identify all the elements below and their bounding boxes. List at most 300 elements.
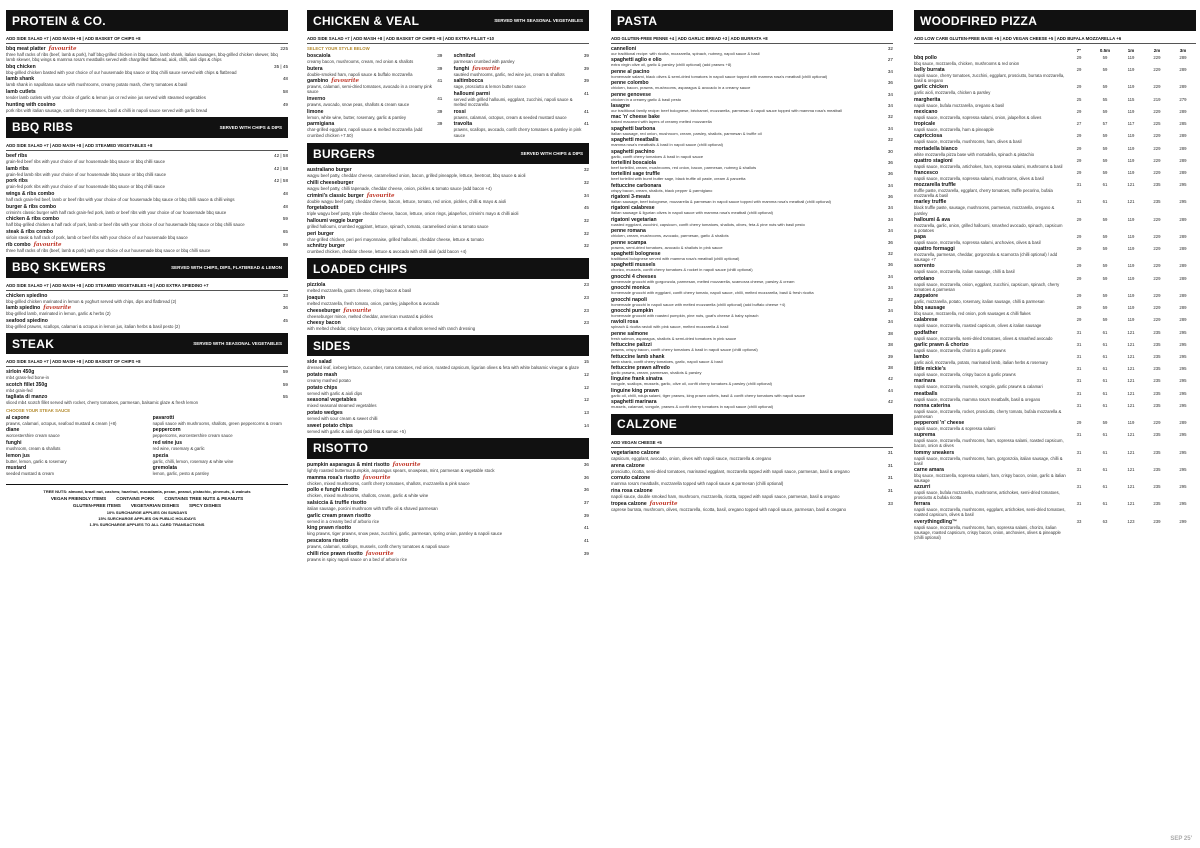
menu-item-name: arena calzone [611, 462, 645, 469]
menu-item-name: lamb shank [6, 76, 35, 83]
menu-item-text [6, 415, 116, 426]
pizza-price: 119 [1127, 233, 1135, 239]
menu-item-description: tender lamb cutlets with your choice of garlic & lemon jus or red wine jus served with steamed vegetables [6, 95, 206, 101]
pizza-item-text [914, 403, 1066, 419]
menu-item-description: double wagyu beef patty, cheddar cheese, bacon, lettuce, tomato, red onion, pickles, chilli & mayo & aioli [307, 198, 507, 204]
pizza-price: 121 [1127, 354, 1135, 359]
menu-item-text [153, 415, 282, 426]
pizza-price: 295 [1179, 378, 1187, 384]
pizza-description: napoli sauce, mozzarella, mushrooms, eggplant, artichokes, semi-dried tomatoes, roasted capsicum, olives & basil [914, 507, 1066, 518]
menu-item-name: pescatora risotto [307, 537, 349, 544]
pizza-price: 61 [1102, 432, 1108, 438]
menu-item-text [307, 121, 437, 137]
menu-item-price: 45 [583, 205, 589, 211]
section-note: SERVED WITH CHIPS & DIPS [520, 151, 583, 157]
menu-item [307, 538, 589, 549]
pizza-name: quattro stagioni [914, 157, 953, 164]
menu-item-description: homemade gnocchi with eggplant, confit cherry tomato, napoli sauce, chilli, melted mozzarella, basil & fresh ricotta [611, 290, 814, 296]
menu-item-text [454, 109, 567, 120]
menu-item-name: pavarotti [152, 414, 175, 421]
pizza-prices [1066, 217, 1196, 233]
pizza-name: lambo [914, 354, 930, 360]
favourite-badge: favourite [392, 461, 421, 468]
pizza-name: garlic prawn & chorizo [914, 341, 969, 348]
pizza-price: 59 [1102, 157, 1108, 163]
pizza-price: 61 [1102, 354, 1108, 359]
menu-item [611, 217, 893, 228]
style-list-right [454, 53, 589, 139]
section-header-calzone [611, 414, 893, 435]
menu-item-price: 48 [282, 76, 288, 82]
gluten-free-icon-label: GLUTEN-FREE ITEMS [72, 502, 121, 508]
menu-item-description: mixed seasonal steamed vegetables [307, 403, 377, 409]
menu-item [454, 91, 589, 107]
menu-item-name: hunting with cosimo [6, 101, 56, 108]
menu-item-name: potato mash [307, 372, 338, 379]
pizza-price: 121 [1127, 366, 1135, 372]
menu-item-price: 34 [887, 205, 893, 211]
menu-item [307, 551, 589, 562]
menu-item-name: gnocchi napoli [611, 296, 647, 303]
menu-item-name: beef ribs [6, 152, 28, 159]
menu-item-description: mamma rosa's meatballs, mozzarella topped with napoli sauce & parmesan (chilli optional) [611, 481, 784, 487]
pizza-item [914, 158, 1196, 169]
menu-item-text [611, 501, 846, 512]
section-title: STEAK [12, 336, 55, 351]
pizza-price: 119 [1127, 133, 1135, 139]
menu-item [6, 191, 288, 202]
menu-item-description: our traditional recipe: with ricotta, mozzarella, spinach, nutmeg, napoli sauce & basil [611, 51, 760, 56]
pizza-name: meatballs [914, 390, 938, 397]
section-header-risotto [307, 438, 589, 459]
menu-item-name: pollo e funghi risotto [307, 487, 358, 494]
menu-item [611, 463, 893, 474]
section-header-steak [6, 333, 288, 354]
menu-list [611, 46, 893, 410]
addon-note: ADD LOW CARB GLUTEN-FREE BASE +5 | ADD VEGAN CHEESE +5 | ADD BUFALA MOZZARELLA +6 [914, 34, 1196, 44]
pizza-prices [1066, 246, 1196, 262]
menu-item-price: 34 [887, 285, 893, 291]
menu-item [454, 53, 589, 64]
pizza-name: everythingdling™ [914, 518, 958, 525]
vegetarian-icon-label: VEGETARIAN DISHES [130, 502, 180, 508]
menu-item-description: capsicum, eggplant, avocado, onion, olives with napoli sauce, mozzarella & oregano [611, 455, 772, 461]
menu-item-description: mamma rosa's meatballs & basil in napoli sauce (chilli optional) [611, 142, 723, 148]
menu-item [6, 102, 288, 113]
menu-item [307, 78, 442, 94]
pizza-price: 25 [1076, 96, 1082, 102]
pizza-item [914, 146, 1196, 157]
menu-item-description: beef tortellini with burnt butter sage, black truffle oil paste, cream & pancetta [611, 176, 746, 182]
menu-item-description: chicken in a creamy garlic & basil pesto [611, 96, 682, 102]
pizza-price: 29 [1076, 108, 1082, 114]
menu-item-description: wagyu beef patty, cheddar cheese, caramelised onion, bacon, grilled pineapple, lettuce, beetroot, bbq sauce & aioli [307, 173, 526, 179]
pizza-price: 117 [1127, 121, 1135, 127]
menu-item-name: linguine frank sinatra [611, 376, 663, 383]
menu-item [611, 251, 893, 262]
pizza-name: nonna caterina [914, 402, 951, 409]
pizza-description: garlic aioli, mozzarella, potato, marinated lamb, italian herbs & rosemary [914, 360, 1048, 365]
menu-item-description: chicken, bacon, prawns, mushrooms, asparagus & avocado in a creamy sauce [611, 85, 751, 91]
menu-item [454, 121, 589, 137]
addon-note: ADD SIDE SALAD +7 | ADD MASH +8 | ADD BASKET OF CHIPS +8 [6, 34, 288, 44]
menu-item-name: lamb ribs [6, 165, 29, 172]
menu-item-description: vongole, scallops, mussels, garlic, olive oil, confit cherry tomatoes & parsley (chilli optional) [611, 381, 772, 387]
pizza-item-text [914, 519, 1066, 540]
favourite-badge: favourite [48, 46, 77, 52]
menu-list [307, 282, 589, 331]
menu-item-price: 23 [583, 295, 589, 300]
menu-item-price: 35 | 45 [274, 63, 288, 69]
pizza-prices [1066, 501, 1196, 517]
menu-item [153, 465, 288, 476]
menu-item-name: spaghetti meatballs [611, 137, 659, 144]
pizza-price: 229 [1153, 233, 1161, 239]
menu-item-text [307, 96, 409, 107]
pizza-price: 119 [1127, 263, 1135, 269]
surcharge-card: 1.5% SURCHARGE APPLIES TO ALL CARD TRANSACTIONS [89, 521, 205, 527]
pizza-description: napoli sauce, mozzarella, crispy bacon & garlic prawns [914, 372, 1016, 378]
pizza-price: 235 [1153, 199, 1161, 205]
menu-item [307, 385, 589, 396]
pizza-price: 121 [1127, 484, 1135, 490]
menu-item-price: 36 [583, 474, 589, 480]
surcharge-sundays: 10% SURCHARGE APPLIES ON SUNDAYS [106, 509, 188, 515]
pizza-item [914, 217, 1196, 233]
pizza-price: 61 [1102, 402, 1108, 408]
menu-item-text [6, 166, 166, 177]
menu-item-text [611, 57, 731, 68]
menu-item-name: parmigiana [307, 121, 335, 128]
menu-item [611, 103, 893, 114]
pizza-price: 31 [1076, 432, 1082, 438]
pizza-price: 115 [1127, 96, 1135, 102]
menu-item-name: tropea calzone [611, 500, 647, 507]
menu-item-name: peppercorn [152, 427, 181, 434]
menu-item-price: 12 [583, 397, 589, 403]
menu-item-name: gnocchi 4 cheeses [611, 273, 657, 280]
pizza-prices [1066, 366, 1196, 377]
pizza-description: napoli sauce, mozzarella, mushrooms, ham, gorgonzola, italian sausage, chilli & basil [914, 455, 1063, 466]
pizza-item [914, 501, 1196, 517]
pizza-description: bbq sauce, mozzarella, red onion, pork sausages & chilli flakes [914, 311, 1031, 317]
menu-list [307, 167, 589, 254]
menu-item-name: bbq chicken [6, 63, 36, 70]
nuts-icon-label: CONTAINS TREE NUTS & PEANUTS [164, 495, 244, 501]
menu-item-price: 41 [583, 121, 589, 127]
pizza-price: 29 [1076, 275, 1082, 281]
pizza-name: azzurri [914, 484, 931, 491]
menu-item-price: 13 [583, 410, 589, 416]
menu-item-text [307, 513, 379, 524]
pizza-description: napoli sauce, mozzarella, sopressa salami, anchovies, olives & basil [914, 239, 1041, 245]
pizza-item-text [914, 146, 1066, 157]
addon-note: ADD SIDE SALAD +7 | ADD MASH +8 | ADD BASKET OF CHIPS +8 [6, 357, 288, 367]
pizza-item-text [914, 305, 1066, 316]
pizza-prices [1066, 391, 1196, 402]
menu-item [6, 382, 288, 393]
pizza-prices [1066, 276, 1196, 292]
menu-item-text [307, 78, 437, 94]
menu-item [307, 218, 589, 229]
menu-item-text [307, 243, 466, 254]
pizza-price: 31 [1076, 501, 1082, 507]
pizza-price: 59 [1102, 233, 1108, 239]
menu-item [611, 240, 893, 251]
menu-item-description: roasted eggplant, zucchini, capsicum, confit cherry tomatoes, shallots, olives, feta & pine nuts with basil pesto [611, 221, 805, 227]
menu-item-text [6, 64, 237, 75]
pizza-price: 59 [1102, 84, 1108, 90]
menu-item [153, 440, 288, 451]
pizza-price: 119 [1127, 275, 1135, 281]
menu-item-description: mb4 grass-fed bone-in [6, 375, 49, 381]
pizza-price: 295 [1179, 501, 1187, 507]
addon-note: ADD SIDE SALAD +7 | ADD MASH +8 | ADD BASKET OF CHIPS +8 | ADD EXTRA FILLET +10 [307, 34, 589, 44]
pizza-description: white mozzarella pizza base with mortadella, spinach & pistachio [914, 151, 1035, 157]
surcharge-holidays: 15% SURCHARGE APPLIES ON PUBLIC HOLIDAYS [98, 515, 196, 521]
menu-item [6, 64, 288, 75]
pizza-price: 229 [1153, 84, 1161, 90]
section-title: SIDES [313, 338, 351, 353]
menu-item [307, 487, 589, 498]
pizza-price: 59 [1102, 263, 1108, 269]
menu-item [6, 216, 288, 227]
menu-item-description: crimini's classic burger with half rack grain-fed pork, lamb or beef ribs with your choice of our housemade bbq sauce [6, 209, 227, 215]
pizza-price: 289 [1179, 246, 1187, 252]
menu-item-name: red wine jus [152, 439, 183, 446]
menu-item-name: gambino [307, 78, 329, 85]
menu-item-text [307, 372, 351, 383]
pizza-price: 61 [1102, 341, 1108, 347]
menu-item-price: 41 [583, 90, 589, 96]
menu-item [611, 319, 893, 330]
menu-item-price: 55 [282, 394, 288, 400]
pizza-item-text [914, 330, 1066, 341]
pizza-name: ferrara [914, 501, 931, 508]
column-pasta [611, 10, 893, 840]
menu-item-name: limone [307, 108, 324, 115]
menu-item-price: 42 | 58 [274, 152, 288, 158]
menu-item-text [307, 167, 526, 178]
sauce-list-left [6, 415, 141, 478]
pizza-price: 121 [1127, 182, 1135, 188]
menu-item-price: 34 [887, 273, 893, 279]
menu-item-text [611, 171, 745, 182]
menu-item-price: 36 [887, 239, 893, 245]
menu-item [153, 453, 288, 464]
tree-nuts-note: TREE NUTS: almond, brazil nut, cashew, hazelnut, macadamia, pecan, peanut, pistachio, pinenuts, & walnuts [43, 488, 251, 494]
pizza-price: 289 [1179, 420, 1187, 426]
pizza-price: 59 [1102, 133, 1108, 139]
pizza-price: 121 [1127, 501, 1135, 507]
menu-item-description: char-grilled chicken, peri peri mayonnaise, grilled halloumi, cheddar cheese, lettuce & tomato [307, 236, 484, 242]
pizza-name: capricciosa [914, 133, 943, 140]
menu-item [307, 500, 589, 511]
menu-item-text [307, 359, 579, 370]
menu-item-name: halloumi veggie burger [307, 217, 364, 224]
pizza-name: halloumi & ava [914, 216, 950, 223]
menu-item [611, 46, 893, 57]
pizza-prices [1066, 263, 1196, 274]
menu-item [307, 462, 589, 473]
menu-item-name: funghi [6, 439, 22, 446]
menu-item [307, 231, 589, 242]
pizza-price: 59 [1102, 420, 1108, 426]
menu-item-name: seasonal vegetables [307, 397, 357, 404]
menu-item [6, 318, 288, 329]
menu-item-description: prawns, avocado, snow peas, shallots & cream sauce [307, 102, 410, 108]
pizza-item-text [914, 217, 1066, 233]
menu-item-text [611, 388, 805, 399]
pizza-price: 61 [1102, 466, 1108, 472]
menu-item-price: 23 [583, 282, 589, 288]
menu-item [611, 308, 893, 319]
menu-item-text [454, 53, 515, 64]
pizza-description: garlic aioli, mozzarella, chicken & parsley [914, 90, 991, 96]
menu-item-name: penne colombo [611, 80, 649, 87]
pizza-prices [1066, 432, 1196, 448]
pizza-price: 295 [1179, 354, 1187, 359]
favourite-badge: favourite [366, 192, 395, 199]
menu-item [454, 109, 589, 120]
menu-item-text [6, 427, 60, 438]
menu-item-name: penne scampa [611, 239, 647, 246]
menu-item-description: prawns in spicy napoli sauce on a bed of arborio rice [307, 556, 408, 562]
menu-item [307, 53, 442, 64]
pizza-price: 33 [1076, 518, 1082, 524]
menu-item-name: penne genovese [611, 91, 651, 98]
pizza-prices [1066, 420, 1196, 431]
menu-item-name: chilli rice prawn risotto [307, 550, 363, 557]
section-header-pizza [914, 10, 1196, 31]
menu-item-description: napoli sauce with mushrooms, shallots, green peppercorns & cream [152, 420, 282, 426]
pizza-prices [1066, 199, 1196, 215]
favourite-badge: favourite [33, 241, 62, 248]
menu-item-text [611, 342, 758, 353]
menu-item-price: 42 [887, 376, 893, 382]
menu-item-text [611, 160, 756, 171]
menu-item-text [611, 331, 736, 342]
menu-item [611, 399, 893, 410]
menu-item-price: 49 [282, 101, 288, 107]
pizza-prices [1066, 170, 1196, 181]
section-note: SERVED WITH SEASONAL VEGETABLES [193, 341, 282, 347]
pizza-item [914, 182, 1196, 198]
pizza-price: 121 [1127, 378, 1135, 384]
pizza-price: 27 [1076, 121, 1082, 127]
menu-item-text [307, 551, 407, 562]
menu-item-description: crumbed chicken, cheddar cheese, lettuce & avocado with chilli aioli (add bacon +4) [307, 249, 467, 255]
pizza-price: 61 [1102, 199, 1108, 205]
pizza-price: 119 [1127, 246, 1135, 252]
pizza-item-text [914, 67, 1066, 83]
menu-item-text [6, 453, 67, 464]
menu-item [307, 96, 442, 107]
menu-item-text [611, 149, 703, 160]
menu-item-price: 32 [887, 46, 893, 51]
pizza-price: 119 [1127, 145, 1135, 151]
pizza-item-text [914, 133, 1066, 144]
menu-item-price: 34 [887, 319, 893, 325]
pizza-price: 29 [1076, 317, 1082, 323]
pizza-item [914, 330, 1196, 341]
pizza-price: 289 [1179, 55, 1187, 60]
menu-item [307, 205, 589, 216]
menu-item-description: chicken, cream, mushrooms, avocado, parmesan, garlic & shallots [611, 233, 729, 239]
menu-item [307, 410, 589, 421]
menu-item-price: 30 [887, 148, 893, 154]
menu-item-description: prosciutto, ricotta, semi-dried tomatoes, marinated eggplant, mozzarella topped with napoli sauce, parmesan, basil & oregano [611, 468, 850, 474]
pizza-description: napoli sauce, mozzarella, artichokes, ham, sopressa salami, mushrooms & basil [914, 163, 1063, 169]
pizza-description: napoli sauce, mozzarella, mussels, vongole, garlic prawns & calamari [914, 384, 1043, 390]
menu-list [307, 462, 589, 562]
menu-list [6, 293, 288, 329]
pizza-price: 59 [1102, 292, 1108, 298]
pizza-item-text [914, 276, 1066, 292]
pizza-prices [1066, 467, 1196, 483]
menu-item-text [307, 385, 362, 396]
menu-item-price: 15 [583, 359, 589, 365]
pizza-item-text [914, 317, 1066, 328]
pizza-name: mozzarella truffle [914, 182, 956, 189]
menu-item-name: lasagne [611, 102, 630, 109]
pizza-prices [1066, 84, 1196, 95]
favourite-badge: favourite [649, 500, 678, 507]
pizza-price: 59 [1102, 216, 1108, 222]
menu-item-text [6, 369, 49, 380]
menu-item-name: rigatoni calabrese [611, 205, 655, 212]
menu-item-text [307, 410, 377, 421]
pizza-name: mexicano [914, 108, 938, 115]
menu-item-text [6, 440, 60, 451]
menu-item [6, 394, 288, 405]
pizza-item [914, 305, 1196, 316]
menu-item-text [6, 76, 187, 87]
menu-item-name: forgetaboutit [307, 205, 339, 212]
menu-item-description: melted mozzarella, goat's cheese, crispy bacon & basil [307, 288, 412, 294]
allergen-legend [6, 484, 288, 527]
menu-item-description: mussels, calamari, vongole, prawns & confit cherry tomatoes in napoli sauce (chilli optional) [611, 404, 774, 410]
menu-item-price: 41 [437, 96, 443, 102]
menu-item [153, 415, 288, 426]
menu-item-price: 65 [282, 228, 288, 234]
menu-item-description: prawns, calamari, octopus, seafood mustard & cream (+8) [6, 420, 117, 426]
menu-item-price: 36 [887, 159, 893, 165]
pizza-prices [1066, 354, 1196, 365]
menu-item-text [611, 183, 712, 194]
pizza-price: 295 [1179, 390, 1187, 396]
menu-item-price: 34 [887, 228, 893, 234]
pizza-price: 121 [1127, 402, 1135, 408]
menu-item-name: joaquin [307, 295, 326, 301]
pizza-price: 29 [1076, 305, 1082, 311]
menu-item-name: spaghetti marinara [611, 399, 657, 406]
menu-item [611, 171, 893, 182]
menu-item-text [611, 450, 771, 461]
pizza-item [914, 84, 1196, 95]
menu-item-text [307, 320, 475, 331]
menu-item-text [6, 102, 207, 113]
pizza-price: 235 [1153, 182, 1161, 188]
menu-item-name: funghi [453, 65, 470, 72]
pizza-prices [1066, 484, 1196, 500]
menu-item-name: pumpkin asparagus & mint risotto [307, 461, 390, 468]
menu-item-name: inverno [307, 96, 326, 103]
pizza-item-text [914, 391, 1066, 402]
menu-item-description: napoli sauce, double smoked ham, mushroom, mozzarella, ricotta, topped with napoli sauce, parmesan, basil & oregano [611, 493, 840, 499]
menu-item-description: garlic, chilli, lemon, rosemary & white wine [152, 458, 234, 464]
menu-list [6, 153, 288, 253]
